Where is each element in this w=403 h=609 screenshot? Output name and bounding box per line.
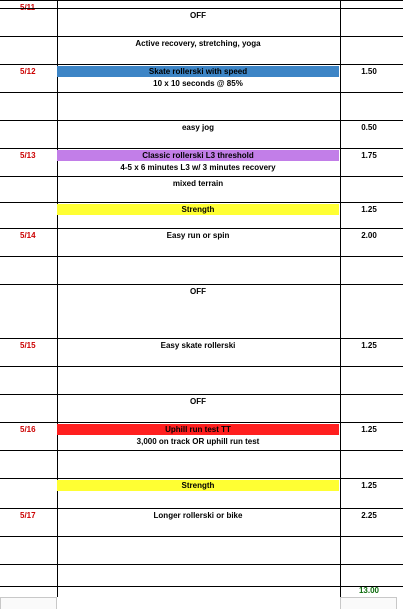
activity-cell <box>57 123 339 132</box>
activity-text: OFF <box>190 397 206 406</box>
activity-detail: 4-5 x 6 minutes L3 w/ 3 minutes recovery <box>120 163 276 172</box>
activity-text: OFF <box>190 11 206 20</box>
activity-text: Skate rollerski with speed <box>148 67 248 76</box>
date-cell: 5/14 <box>20 231 36 240</box>
schedule-row <box>0 508 403 536</box>
hours-cell: 1.25 <box>361 425 377 434</box>
activity-text: Active recovery, stretching, yoga <box>135 39 261 48</box>
hours-cell: 1.25 <box>361 341 377 350</box>
activity-detail: 10 x 10 seconds @ 85% <box>153 79 243 88</box>
hours-cell: 2.00 <box>361 231 377 240</box>
date-cell: 5/16 <box>20 425 36 434</box>
hours-cell: 1.25 <box>361 481 377 490</box>
schedule-row <box>0 338 403 366</box>
date-cell: 5/13 <box>20 151 36 160</box>
activity-text: Uphill run test TT <box>165 425 231 434</box>
schedule-row <box>0 8 403 36</box>
schedule-row <box>0 64 403 92</box>
schedule-row <box>0 366 403 394</box>
schedule-row <box>0 228 403 256</box>
hours-cell: 1.50 <box>361 67 377 76</box>
activity-text: Easy run or spin <box>166 231 230 240</box>
hours-cell: 1.75 <box>361 151 377 160</box>
activity-cell <box>57 511 339 520</box>
activity-text: Longer rollerski or bike <box>153 511 243 520</box>
date-cell: 5/15 <box>20 341 36 350</box>
date-cell: 5/17 <box>20 511 36 520</box>
schedule-row <box>0 176 403 202</box>
activity-cell <box>57 39 339 48</box>
schedule-row <box>0 148 403 176</box>
hours-cell: 2.25 <box>361 511 377 520</box>
activity-cell <box>57 205 339 214</box>
activity-cell <box>57 231 339 240</box>
schedule-row <box>0 202 403 228</box>
activity-text: Classic rollerski L3 threshold <box>142 151 254 160</box>
schedule-row <box>0 120 403 148</box>
activity-text: Easy skate rollerski <box>160 341 236 350</box>
activity-cell <box>57 67 339 76</box>
activity-cell <box>57 341 339 350</box>
activity-cell <box>57 397 339 406</box>
activity-cell <box>57 151 339 160</box>
date-cell: 5/11 <box>20 3 36 12</box>
schedule-row <box>0 394 403 422</box>
activity-cell <box>57 179 339 188</box>
schedule-row <box>0 564 403 586</box>
activity-cell <box>57 287 339 296</box>
activity-text: mixed terrain <box>172 179 224 188</box>
activity-text: Strength <box>181 481 215 490</box>
schedule-row <box>0 422 403 450</box>
sheet-tab-left[interactable] <box>0 597 57 609</box>
activity-cell <box>57 425 339 434</box>
schedule-row <box>0 36 403 64</box>
schedule-row <box>0 536 403 564</box>
schedule-row <box>0 478 403 508</box>
sheet-tab-right[interactable] <box>340 597 397 609</box>
hours-cell: 1.25 <box>361 205 377 214</box>
activity-text: easy jog <box>181 123 214 132</box>
activity-cell <box>57 11 339 20</box>
schedule-row <box>0 256 403 284</box>
schedule-row <box>0 92 403 120</box>
activity-detail: 3,000 on track OR uphill run test <box>136 437 260 446</box>
activity-text: Strength <box>181 205 215 214</box>
activity-text: OFF <box>190 287 206 296</box>
total-hours: 13.00 <box>358 586 380 595</box>
schedule-row <box>0 284 403 338</box>
schedule-row <box>0 450 403 478</box>
activity-cell <box>57 481 339 490</box>
hours-cell: 0.50 <box>361 123 377 132</box>
date-cell: 5/12 <box>20 67 36 76</box>
